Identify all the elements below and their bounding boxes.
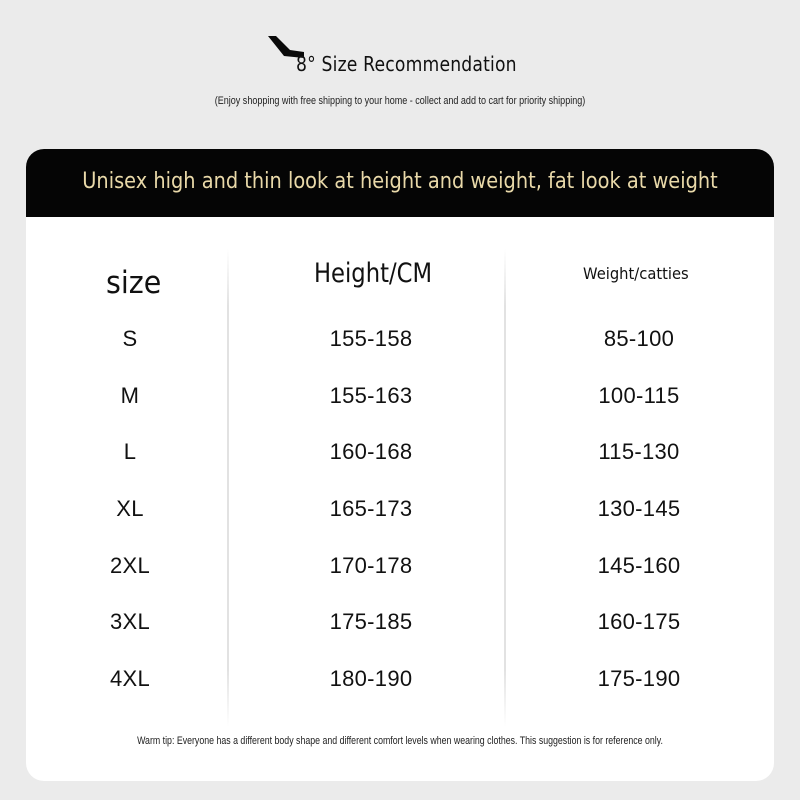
height-cell: 175-185 [329,609,413,634]
weight-cell: 115-130 [598,439,680,464]
warm-tip: Warm tip: Everyone has a different body shape and different comfort levels when wearing clothes. This suggestion is for reference only. [137,735,663,747]
column-divider [504,249,506,727]
page-title: 8° Size Recommendation [296,52,517,76]
height-cell: 180-190 [329,666,413,691]
column-header-height: Height/CM [314,258,433,289]
table-row [26,553,774,583]
height-cell: 170-178 [329,553,413,578]
size-cell: L [123,439,137,464]
weight-cell: 175-190 [597,666,681,691]
column-header-size: size [106,265,162,301]
height-cell: 155-158 [329,326,413,351]
table-row [26,496,774,526]
size-cell: M [120,383,140,408]
size-cell: 3XL [109,609,151,634]
column-divider [227,249,229,727]
height-cell: 160-168 [329,439,413,464]
weight-cell: 145-160 [597,553,681,578]
size-cell: S [122,326,138,351]
table-row [26,326,774,356]
banner [26,149,774,217]
banner-text: Unisex high and thin look at height and weight, fat look at weight [82,169,718,194]
table-row [26,609,774,639]
size-cell: XL [116,496,144,521]
weight-cell: 160-175 [597,609,681,634]
weight-cell: 100-115 [598,383,680,408]
size-cell: 2XL [109,553,151,578]
table-row [26,383,774,413]
size-chart-card [26,149,774,781]
table-row [26,666,774,696]
weight-cell: 130-145 [597,496,681,521]
page-subtitle: (Enjoy shopping with free shipping to your home - collect and add to cart for priority shipping) [214,95,586,107]
height-cell: 165-173 [329,496,413,521]
height-cell: 155-163 [329,383,413,408]
weight-cell: 85-100 [603,326,675,351]
size-cell: 4XL [109,666,151,691]
table-row [26,439,774,469]
column-header-weight: Weight/catties [583,264,689,283]
page-header [0,0,800,150]
